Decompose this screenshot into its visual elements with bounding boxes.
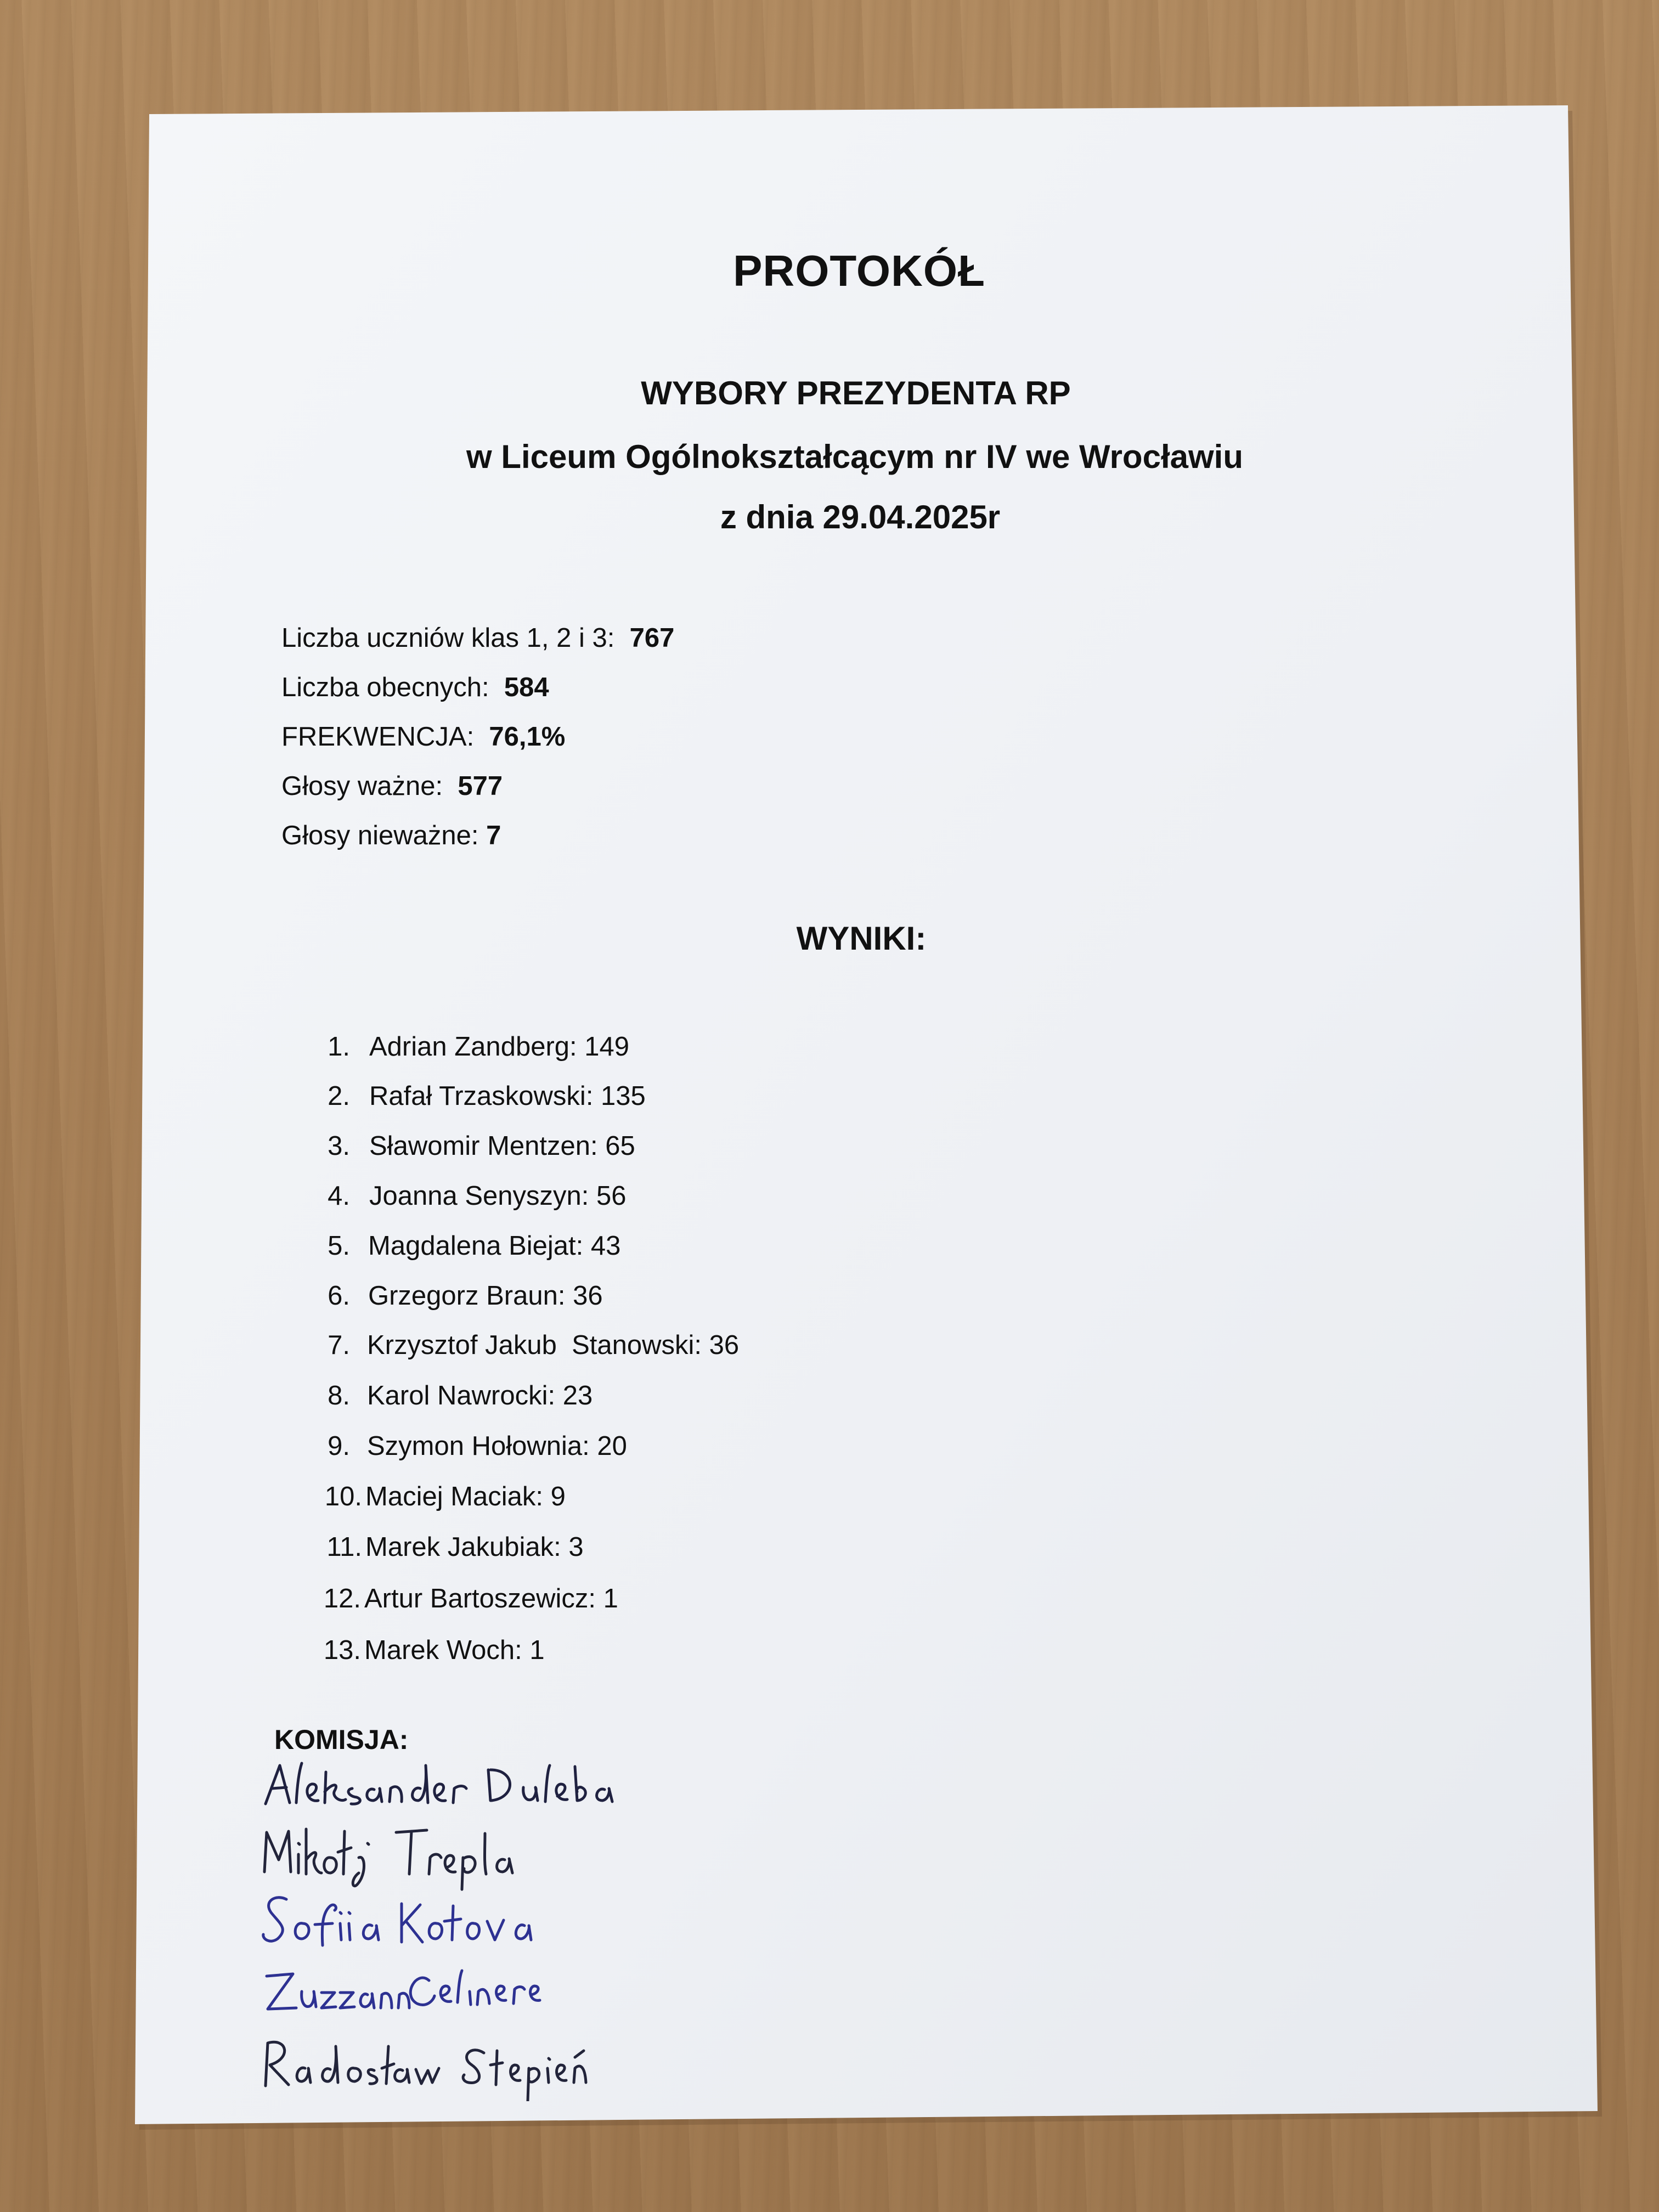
result-number: 12.: [323, 1584, 361, 1613]
result-item: Karol Nawrocki: 23: [367, 1381, 593, 1410]
signature-5: [266, 2042, 586, 2101]
result-item: Marek Jakubiak: 3: [365, 1532, 584, 1562]
committee-heading: KOMISJA:: [274, 1724, 409, 1755]
result-item: Magdalena Biejat: 43: [368, 1231, 621, 1261]
result-item: Rafał Trzaskowski: 135: [369, 1081, 646, 1111]
result-number: 11.: [326, 1532, 362, 1562]
document-title: PROTOKÓŁ: [733, 246, 985, 295]
result-number: 8.: [328, 1381, 350, 1410]
result-item: Adrian Zandberg: 149: [369, 1032, 629, 1062]
result-number: 10.: [324, 1482, 362, 1511]
result-number: 2.: [328, 1081, 350, 1111]
election-heading: WYBORY PREZYDENTA RP: [641, 375, 1071, 411]
result-item: Artur Bartoszewicz: 1: [364, 1584, 618, 1613]
result-number: 7.: [328, 1330, 350, 1360]
signature-2: [264, 1829, 512, 1889]
signature-4: [267, 1971, 540, 2009]
result-number: 1.: [328, 1032, 350, 1062]
result-number: 5.: [328, 1231, 350, 1261]
signatures-block: [258, 1750, 642, 2101]
result-item: Krzysztof Jakub Stanowski: 36: [367, 1330, 740, 1360]
stat-students: Liczba uczniów klas 1, 2 i 3: 767: [281, 623, 675, 653]
stat-invalid-votes: Głosy nieważne: 7: [281, 821, 501, 850]
result-number: 3.: [328, 1131, 350, 1161]
result-number: 13.: [323, 1635, 361, 1665]
result-number: 9.: [328, 1431, 350, 1461]
signature-1: [266, 1763, 612, 1804]
result-number: 6.: [328, 1281, 350, 1311]
result-item: Sławomir Mentzen: 65: [369, 1131, 635, 1161]
school-heading: w Liceum Ogólnokształcącym nr IV we Wrocławiu: [466, 438, 1243, 475]
signature-3: [263, 1898, 531, 1945]
stat-turnout: FREKWENCJA: 76,1%: [281, 722, 566, 752]
stat-present: Liczba obecnych: 584: [281, 673, 549, 702]
result-item: Joanna Senyszyn: 56: [369, 1181, 627, 1211]
stat-valid-votes: Głosy ważne: 577: [281, 771, 503, 801]
result-item: Grzegorz Braun: 36: [368, 1281, 603, 1311]
result-item: Maciej Maciak: 9: [365, 1482, 566, 1511]
result-number: 4.: [328, 1181, 350, 1211]
result-item: Marek Woch: 1: [364, 1635, 545, 1665]
date-heading: z dnia 29.04.2025r: [720, 499, 1001, 535]
result-item: Szymon Hołownia: 20: [367, 1431, 627, 1461]
results-heading: WYNIKI:: [796, 920, 927, 957]
